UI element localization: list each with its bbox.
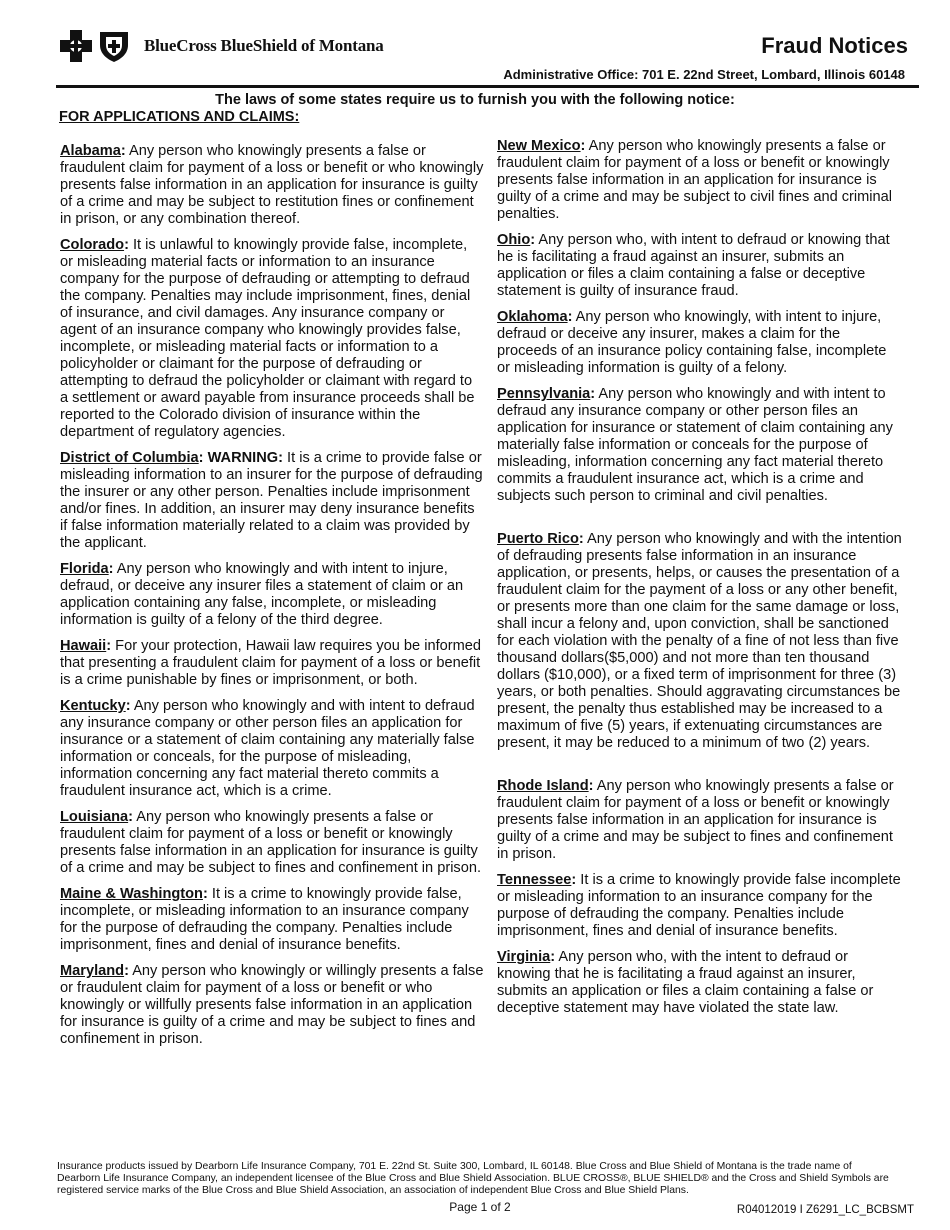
state-name: Louisiana	[60, 809, 129, 825]
notice-text: Any person who knowingly or willingly presents a false or fraudulent claim for payment of a loss or benefit or who knowingly or willfully presents false information in an application for insurance is guilty of a crime and may be subject to fines and confinement in prison.	[60, 963, 484, 1047]
state-name: Tennessee	[497, 872, 572, 888]
right-column	[497, 138, 902, 1026]
notice-text: Any person who knowingly and with intent to defraud any insurance company or other person files an application for insurance or statement of claim containing any materially false information or conceals for the purpose of misleading, information concerning any fact material thereto commits a fraudulent insurance act, which is a crime and subjects such person to criminal and civil penalties.	[497, 386, 893, 504]
notice-text: It is a crime to knowingly provide false incomplete or misleading information to an insurance company for the purpose of defrauding the company. Penalties include imprisonment, fines and denial of insurance benefits.	[497, 872, 901, 939]
admin-office-address: Administrative Office: 701 E. 22nd Street, Lombard, Illinois 60148	[503, 67, 905, 82]
notice-text: Any person who knowingly and with the intention of defrauding presents false information in an insurance application, or presents, helps, or causes the presentation of a fraudulent claim for the payment of a loss or any other benefit, or presents more than one claim for the same damage or loss, shall incur a felony and, upon conviction, shall be sanctioned for each violation with the penalty of a fine of not less than five thousand dollars($5,000) and not more than ten thousand dollars ($10,000), or a fixed term of imprisonment for three (3) years, or both penalties. Should aggravating circumstances be present, the penalty thus established may be increased to a maximum of five (5) years, if extenuating circumstances are present, it may be reduced to a minimum of two (2) years.	[497, 531, 902, 751]
state-name: New Mexico	[497, 138, 581, 154]
notice-text: It is a crime to knowingly provide false, incomplete, or misleading information to an insurance company for the purpose of defrauding the company. Penalties include imprisonment, fines and denial of insurance benefits.	[60, 886, 469, 953]
notice-text: It is unlawful to knowingly provide false, incomplete, or misleading material facts or information to an insurance company for the purpose of defrauding or attempting to defraud the company. Penalties may include imprisonment, fines, denial of insurance, and civil damages. Any insurance company or agent of an insurance company who knowingly provides false, incomplete, or misleading material facts or information to a policyholder or claimant for the purpose of defrauding or attempting to defraud the policyholder or claimant with regard to a settlement or award payable from insurance proceeds shall be reported to the Colorado division of insurance within the department of regulatory agencies.	[60, 237, 475, 440]
state-name: Florida	[60, 561, 109, 577]
notice-text: Any person who knowingly and with intent to defraud any insurance company or other person files an application for insurance or a statement of claim containing any materially false information or conceals, for the purpose of misleading, information concerning any fact material thereto commits a fraudulent insurance act, which is a crime.	[60, 698, 475, 799]
logo-wordmark: BlueCross BlueShield of Montana	[144, 36, 384, 55]
notice-virginia: Virginia: Any person who, with the intent to defraud or knowing that he is facilitating a fraud against an insurer, submits an application or files a claim containing a false or deceptive statement may have violated the state law.	[497, 949, 874, 1016]
state-name: Maryland	[60, 963, 125, 979]
blue-shield-icon	[96, 28, 132, 64]
state-name: Oklahoma	[497, 309, 568, 325]
notice-text: Any person who knowingly presents a false or fraudulent claim for payment of a loss or benefit or knowingly presents false information in an application for insurance is guilty of a crime and may be subject to fines and confinement in prison.	[497, 778, 894, 862]
notice-maine-washington: Maine & Washington: It is a crime to knowingly provide false, incomplete, or misleading information to an insurance company for the purpose of defrauding the company. Penalties include imprisonment, fines and denial of insurance benefits.	[60, 886, 469, 953]
notice-text: For your protection, Hawaii law requires you be informed that presenting a fraudulent claim for payment of a loss or benefit is a crime punishable by fines or imprisonment, or both.	[60, 638, 481, 688]
notice-text: Any person who knowingly presents a false or fraudulent claim for payment of a loss or benefit or knowingly presents false information in an application for insurance is guilty of a crime and may be subject to civil fines and criminal penalties.	[497, 138, 893, 222]
notice-text: It is a crime to provide false or misleading information to an insurer for the purpose of defrauding the insurer or any other person. Penalties include imprisonment and/or fines. In addition, an insurer may deny insurance benefits if false information materially related to a claim was provided by the applicant.	[60, 450, 483, 551]
state-name: Ohio	[497, 232, 531, 248]
state-name: District of Columbia	[60, 450, 199, 466]
page-title: Fraud Notices	[761, 33, 908, 58]
section-heading: FOR APPLICATIONS AND CLAIMS:	[59, 109, 300, 125]
state-name: Colorado	[60, 237, 125, 253]
notice-maryland: Maryland: Any person who knowingly or willingly presents a false or fraudulent claim for payment of a loss or benefit or who knowingly or willfully presents false information in an application for insurance is guilty of a crime and may be subject to fines and confinement in prison.	[60, 963, 484, 1047]
left-column	[60, 143, 484, 1057]
header-divider	[56, 85, 919, 88]
notice-ohio: Ohio: Any person who, with intent to defraud or knowing that he is facilitating a fraud against an insurer, submits an application or files a claim containing a false or deceptive statement is guilty of insurance fraud.	[497, 232, 890, 299]
document-code: R04012019 I Z6291_LC_BCBSMT	[736, 1204, 914, 1216]
notice-tennessee: Tennessee: It is a crime to knowingly provide false incomplete or misleading information to an insurance company for the purpose of defrauding the company. Penalties include imprisonment, fines and denial of insurance benefits.	[497, 872, 901, 939]
footer-disclaimer: Insurance products issued by Dearborn Life Insurance Company, 701 E. 22nd St. Suite 300, Lombard, IL 60148. Blue Cross and Blue Shield of Montana is the trade name of Dearborn Life Insurance Company, an independent licensee of the Blue Cross and Blue Shield Association. BLUE CROSS®, BLUE SHIELD® and the Cross and Shield Symbols are registered service marks of the Blue Cross and Blue Shield Association, an association of independent Blue Cross and Blue Shield Plans.	[57, 1161, 889, 1196]
state-name: Rhode Island	[497, 778, 589, 794]
blue-cross-icon	[58, 28, 94, 64]
notice-text: Any person who knowingly presents a false or fraudulent claim for payment of a loss or benefit or who knowingly presents false information in an application for insurance is guilty of a crime and may be subject to restitution fines or confinement in prison, or any combination thereof.	[60, 143, 484, 227]
state-name: Alabama	[60, 143, 121, 159]
notice-pennsylvania: Pennsylvania: Any person who knowingly and with intent to defraud any insurance company or other person files an application for insurance or statement of claim containing any materially false information or conceals for the purpose of misleading, information concerning any fact material thereto commits a fraudulent insurance act, which is a crime and subjects such person to criminal and civil penalties.	[497, 386, 893, 504]
notice-text: Any person who knowingly and with intent to injure, defraud, or deceive any insurer files a statement of claim or an application containing any false, incomplete, or misleading information is guilty of a felony of the third degree.	[60, 561, 464, 628]
state-name: Pennsylvania	[497, 386, 591, 402]
notice-text: Any person who, with intent to defraud or knowing that he is facilitating a fraud against an insurer, submits an application or files a claim containing a false or deceptive statement is guilty of insurance fraud.	[497, 232, 890, 299]
notice-kentucky: Kentucky: Any person who knowingly and with intent to defraud any insurance company or other person files an application for insurance or a statement of claim containing any materially false information or conceals, for the purpose of misleading, information concerning any fact material thereto commits a fraudulent insurance act, which is a crime.	[60, 698, 475, 799]
notice-oklahoma: Oklahoma: Any person who knowingly, with intent to injure, defraud or deceive any insurer, makes a claim for the proceeds of an insurance policy containing false, incomplete or misleading information is guilty of a felony.	[497, 309, 887, 376]
notice-hawaii: Hawaii: For your protection, Hawaii law requires you be informed that presenting a fraudulent claim for payment of a loss or benefit is a crime punishable by fines or imprisonment, or both.	[60, 638, 481, 688]
notice-rhode-island: Rhode Island: Any person who knowingly presents a false or fraudulent claim for payment of a loss or benefit or knowingly presents false information in an application for insurance is guilty of a crime and may be subject to fines and confinement in prison.	[497, 778, 894, 862]
company-logo	[58, 28, 384, 64]
notice-text: Any person who knowingly presents a false or fraudulent claim for payment of a loss or benefit or knowingly presents false information in an application for insurance is guilty of a crime and may be subject to fines and confinement in prison.	[60, 809, 482, 876]
notice-district-of-columbia: District of Columbia: WARNING: It is a crime to provide false or misleading information to an insurer for the purpose of defrauding the insurer or any other person. Penalties include imprisonment and/or fines. In addition, an insurer may deny insurance benefits if false information materially related to a claim was provided by the applicant.	[60, 450, 483, 551]
state-name: Maine & Washington	[60, 886, 203, 902]
intro-notice: The laws of some states require us to furnish you with the following notice:	[215, 92, 735, 108]
state-name: Virginia	[497, 949, 551, 965]
notice-puerto-rico: Puerto Rico: Any person who knowingly and with the intention of defrauding presents false information in an insurance application, or presents, helps, or causes the presentation of a fraudulent claim for the payment of a loss or any other benefit, or presents more than one claim for the same damage or loss, shall incur a felony and, upon conviction, shall be sanctioned for each violation with the penalty of a fine of not less than five thousand dollars($5,000) and not more than ten thousand dollars ($10,000), or a fixed term of imprisonment for three (3) years, or both penalties. Should aggravating circumstances be present, the penalty thus established may be increased to a maximum of five (5) years, if extenuating circumstances are present, it may be reduced to a minimum of two (2) years.	[497, 531, 902, 751]
state-name: Kentucky	[60, 698, 126, 714]
notice-florida: Florida: Any person who knowingly and with intent to injure, defraud, or deceive any insurer files a statement of claim or an application containing any false, incomplete, or misleading information is guilty of a felony of the third degree.	[60, 561, 464, 628]
notice-louisiana: Louisiana: Any person who knowingly presents a false or fraudulent claim for payment of a loss or benefit or knowingly presents false information in an application for insurance is guilty of a crime and may be subject to fines and confinement in prison.	[60, 809, 482, 876]
warning-label: WARNING:	[207, 450, 283, 466]
notice-colorado: Colorado: It is unlawful to knowingly provide false, incomplete, or misleading material facts or information to an insurance company for the purpose of defrauding or attempting to defraud the company. Penalties may include imprisonment, fines, denial of insurance, and civil damages. Any insurance company or agent of an insurance company who knowingly provides false, incomplete, or misleading material facts or information to a policyholder or claimant for the purpose of defrauding or attempting to defraud the policyholder or claimant with regard to a settlement or award payable from insurance proceeds shall be reported to the Colorado division of insurance within the department of regulatory agencies.	[60, 237, 475, 440]
state-name: Puerto Rico	[497, 531, 579, 547]
notice-alabama: Alabama: Any person who knowingly presents a false or fraudulent claim for payment of a loss or benefit or who knowingly presents false information in an application for insurance is guilty of a crime and may be subject to restitution fines or confinement in prison, or any combination thereof.	[60, 143, 484, 227]
notice-new-mexico: New Mexico: Any person who knowingly presents a false or fraudulent claim for payment of a loss or benefit or knowingly presents false information in an application for insurance is guilty of a crime and may be subject to civil fines and criminal penalties.	[497, 138, 893, 222]
page-number: Page 1 of 2	[449, 1200, 511, 1214]
state-name: Hawaii	[60, 638, 107, 654]
notice-text: Any person who knowingly, with intent to injure, defraud or deceive any insurer, makes a claim for the proceeds of an insurance policy containing false, incomplete or misleading information is guilty of a felony.	[497, 309, 887, 376]
notice-text: Any person who, with the intent to defraud or knowing that he is facilitating a fraud against an insurer, submits an application or files a claim containing a false or deceptive statement may have violated the state law.	[497, 949, 874, 1016]
